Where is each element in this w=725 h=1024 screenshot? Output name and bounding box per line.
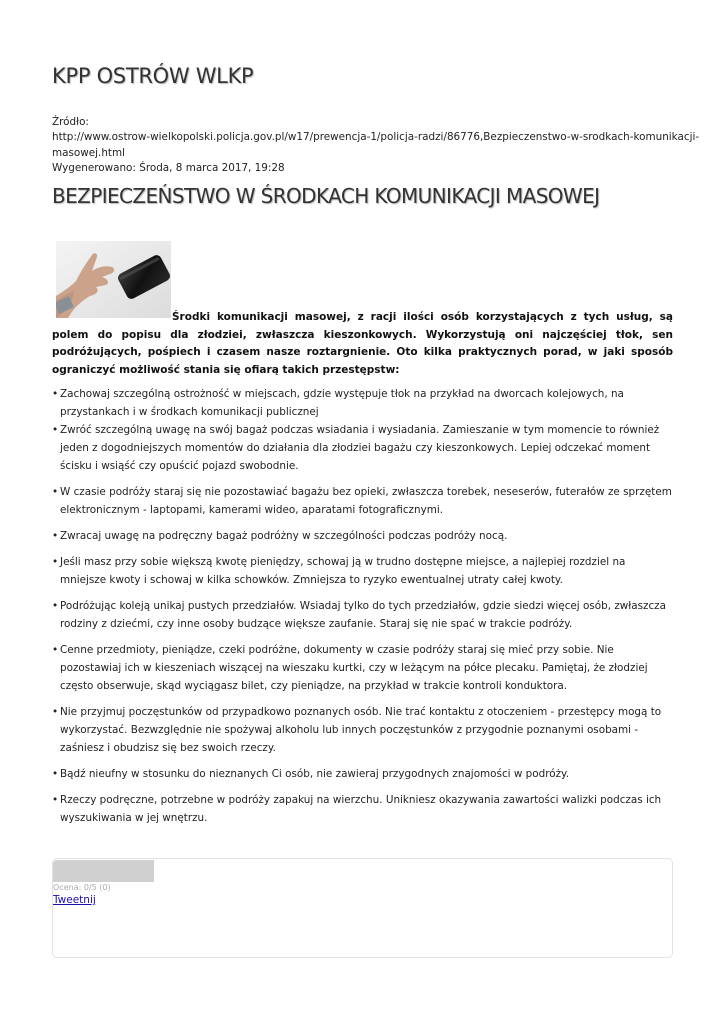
list-item [52, 703, 673, 757]
rating-stars[interactable] [53, 860, 154, 882]
source-url-line-1: http://www.ostrow-wielkopolski.policja.gov.pl/w17/prewencja-1/policja-radzi/86776,Bezpieczenstwo-w-srodkach-komunikacji- [52, 131, 700, 144]
list-item [52, 385, 673, 421]
generated-date: Wygenerowano: Środa, 8 marca 2017, 19:28 [52, 161, 285, 174]
bullet: • [52, 388, 59, 400]
source-meta [52, 115, 700, 176]
rating-score: Ocena: 0/5 (0) [53, 883, 111, 892]
bullet: • [52, 794, 59, 806]
bullet: • [52, 530, 59, 542]
list-item-text: Bądź nieufny w stosunku do nieznanych Ci osób, nie zawieraj przygodnych znajomości w podróży. [60, 768, 570, 780]
lead-text: Środki komunikacji masowej, z racji ilości osób korzystających z tych usług, są polem do popisu dla złodziei, zwłaszcza kieszonkowych. Wykorzystują oni najczęściej tłok, sen podróżujących, pośpiech i czasem nasze roztargnienie. Oto kilka praktycznych porad, w jaki sposób ograniczyć możliwość stania się ofiarą takich przestępstw: [52, 311, 673, 377]
list-item-text: Rzeczy podręczne, potrzebne w podróży zapakuj na wierzchu. Unikniesz okazywania zawartości walizki podczas ich wyszukiwania w jej wnętrzu. [60, 794, 662, 824]
list-item-text: Nie przyjmuj poczęstunków od przypadkowo poznanych osób. Nie trać kontaktu z otoczeniem - przestępcy mogą to wykorzystać. Bezwzględnie nie spożywaj alkoholu lub innych poczęstunków z przygodnie poznanymi osobami - zaśniesz i obudzisz się bez swoich rzeczy. [60, 706, 662, 754]
list-item-text: Zachowaj szczególną ostrożność w miejscach, gdzie występuje tłok na przykład na dworcach kolejowych, na przystankach i w środkach komunikacji publicznej [60, 388, 624, 418]
list-item [52, 791, 673, 827]
list-item-text: Jeśli masz przy sobie większą kwotę pieniędzy, schowaj ją w trudno dostępne miejsce, a najlepiej rozdziel na mniejsze kwoty i schowaj w kilka schowków. Zmniejsza to ryzyko ewentualnej utraty całej kwoty. [60, 556, 626, 586]
bullet: • [52, 768, 59, 780]
bullet: • [52, 424, 59, 436]
bullet: • [52, 486, 59, 498]
list-item-text: Zwracaj uwagę na podręczny bagaż podróżny w szczególności podczas podróży nocą. [60, 530, 508, 542]
list-item-text: Zwróć szczególną uwagę na swój bagaż podczas wsiadania i wysiadania. Zamieszanie w tym momencie to również jeden z dogodniejszych momentów do działania dla złodziei bagażu czy kieszonkowych. Lepiej odczekać moment ścisku i wsiąść czy opuścić pojazd swobodnie. [60, 424, 660, 472]
list-item [52, 527, 673, 545]
list-item [52, 765, 673, 783]
list-item [52, 641, 673, 695]
article-title: BEZPIECZEŃSTWO W ŚRODKACH KOMUNIKACJI MASOWEJ [52, 184, 600, 208]
bullet: • [52, 600, 59, 612]
list-item-text: W czasie podróży staraj się nie pozostawiać bagażu bez opieki, zwłaszcza torebek, neseserów, futerałów ze sprzętem elektronicznym - laptopami, kamerami wideo, aparatami fotograficznymi. [60, 486, 672, 516]
source-url-line-2: masowej.html [52, 146, 126, 159]
list-item [52, 597, 673, 633]
tweet-link[interactable]: Tweetnij [53, 894, 96, 906]
list-item-text: Cenne przedmioty, pieniądze, czeki podróżne, dokumenty w czasie podróży staraj się mieć przy sobie. Nie pozostawiaj ich w kieszeniach wiszącej na wieszaku kurtki, czy w leżącym na półce plecaku. Pamiętaj, że złodziej często obserwuje, skąd wyciągasz bilet, czy pieniądze, na przykład w trakcie kontroli konduktora. [60, 644, 648, 692]
article-lead [52, 309, 673, 380]
list-item [52, 483, 673, 519]
site-title: KPP OSTRÓW WLKP [52, 64, 254, 88]
bullet: • [52, 706, 59, 718]
article-photo [56, 241, 171, 318]
list-item [52, 421, 673, 475]
bullet: • [52, 556, 59, 568]
list-item [52, 553, 673, 589]
rating-box [52, 858, 673, 958]
bullet: • [52, 644, 59, 656]
source-label: Źródło: [52, 116, 89, 128]
list-item-text: Podróżując koleją unikaj pustych przedziałów. Wsiadaj tylko do tych przedziałów, gdzie siedzi więcej osób, zwłaszcza rodziny z dziećmi, czy inne osoby budzące większe zaufanie. Staraj się nie spać w trakcie podróży. [60, 600, 667, 630]
